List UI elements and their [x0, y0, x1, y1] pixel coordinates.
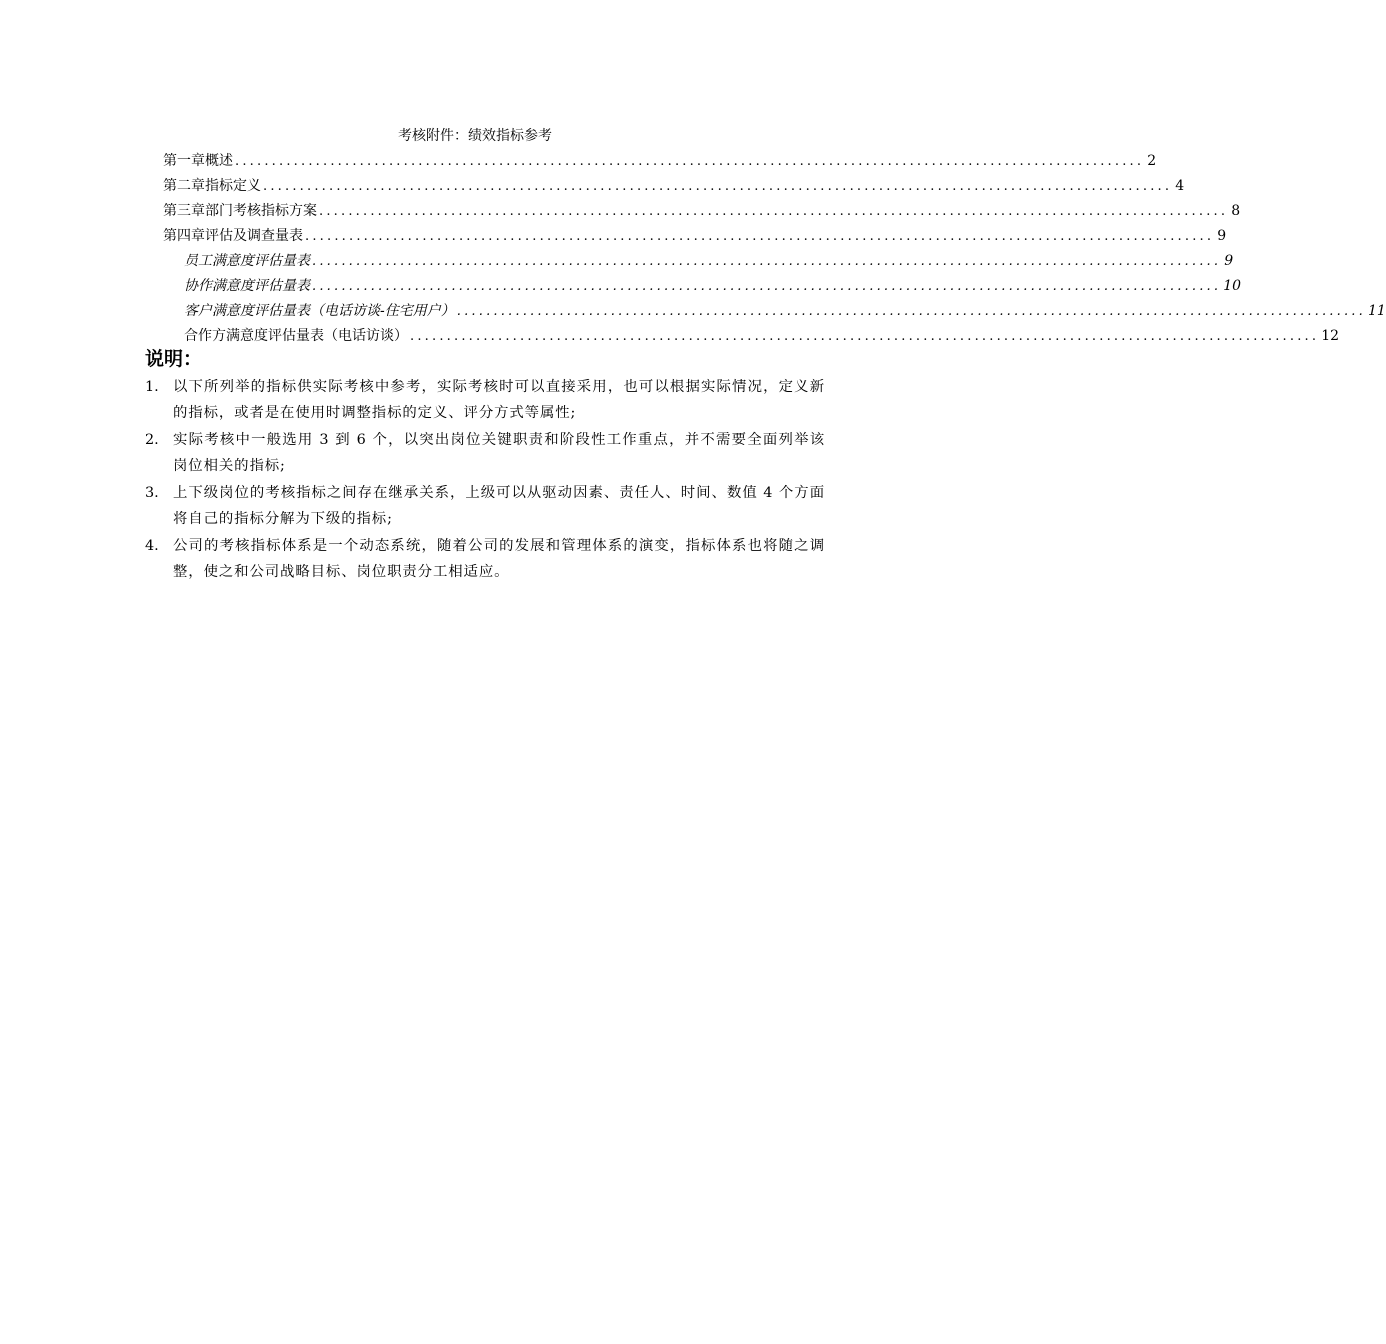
note-item [145, 427, 825, 479]
toc-chapter-label: 第二章 [163, 178, 205, 194]
toc-leader: ............................................................................................................................ [312, 279, 1222, 294]
note-item [145, 374, 825, 426]
toc-leader: ............................................................................................................................ [263, 179, 1173, 194]
toc-leader: ............................................................................................................................ [312, 254, 1222, 269]
note-text: 实际考核中一般选用 3 到 6 个，以突出岗位关键职责和阶段性工作重点，并不需要全面列举该岗位相关的指标; [173, 432, 825, 474]
document-title: 考核附件：绩效指标参考 [398, 128, 552, 144]
toc-entry-title: 客户满意度评估量表（电话访谈-住宅用户） [184, 303, 455, 319]
note-text: 公司的考核指标体系是一个动态系统，随着公司的发展和管理体系的演变，指标体系也将随之调整，使之和公司战略目标、岗位职责分工相适应。 [173, 538, 825, 580]
toc-page-number: 4 [1175, 178, 1185, 194]
toc-entry-chapter-2[interactable] [163, 177, 1185, 196]
note-item [145, 533, 825, 585]
toc-page-number: 12 [1321, 328, 1340, 344]
note-text: 上下级岗位的考核指标之间存在继承关系，上级可以从驱动因素、责任人、时间、数值 4 个方面将自己的指标分解为下级的指标; [173, 485, 825, 527]
notes-heading: 说明： [145, 348, 203, 370]
note-number: 1. [145, 379, 159, 395]
toc-entry-chapter-1[interactable] [163, 152, 1157, 171]
toc-chapter-label: 第三章 [163, 203, 205, 219]
toc-entry-title: 合作方满意度评估量表（电话访谈） [184, 328, 408, 344]
toc-page-number: 9 [1224, 253, 1234, 269]
toc-subentry-2[interactable] [184, 277, 1242, 296]
note-number: 2. [145, 432, 159, 448]
toc-entry-chapter-4[interactable] [163, 227, 1227, 246]
toc-subentry-1[interactable] [184, 252, 1234, 271]
toc-page-number: 8 [1231, 203, 1241, 219]
toc-subentry-3[interactable] [184, 302, 1386, 321]
note-item [145, 480, 825, 532]
note-number: 4. [145, 538, 159, 554]
toc-page-number: 10 [1223, 278, 1242, 294]
toc-chapter-label: 第一章 [163, 153, 205, 169]
toc-entry-title: 评估及调查量表 [205, 228, 303, 244]
toc-leader: ............................................................................................................................ [235, 154, 1145, 169]
toc-entry-title: 员工满意度评估量表 [184, 253, 310, 269]
toc-leader: ............................................................................................................................ [305, 229, 1215, 244]
toc-entry-title: 概述 [205, 153, 233, 169]
toc-leader: ............................................................................................................................ [410, 329, 1320, 344]
toc-page-number: 2 [1147, 153, 1157, 169]
toc-entry-title: 部门考核指标方案 [205, 203, 317, 219]
note-number: 3. [145, 485, 159, 501]
toc-page-number: 9 [1217, 228, 1227, 244]
toc-entry-title: 指标定义 [205, 178, 261, 194]
toc-leader: ............................................................................................................................ [456, 304, 1366, 319]
toc-chapter-label: 第四章 [163, 228, 205, 244]
toc-subentry-4[interactable] [184, 327, 1340, 346]
toc-leader: ............................................................................................................................ [319, 204, 1229, 219]
toc-entry-title: 协作满意度评估量表 [184, 278, 310, 294]
notes-list [145, 374, 825, 586]
toc-entry-chapter-3[interactable] [163, 202, 1241, 221]
toc-page-number: 11 [1367, 303, 1386, 319]
note-text: 以下所列举的指标供实际考核中参考，实际考核时可以直接采用，也可以根据实际情况，定义新的指标，或者是在使用时调整指标的定义、评分方式等属性; [173, 379, 825, 421]
